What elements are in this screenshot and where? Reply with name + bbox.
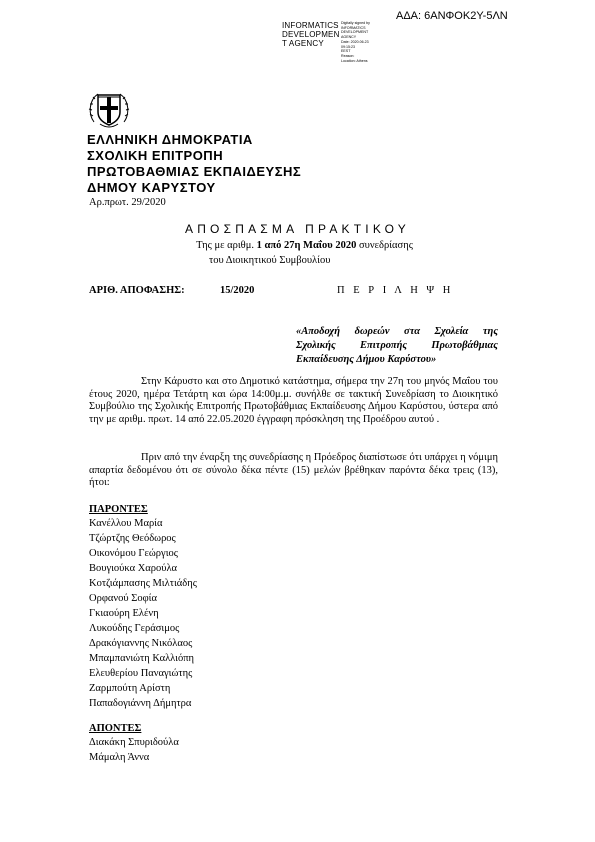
stamp-detail-line: Date: 2020.06.23 09:15:23 xyxy=(341,39,369,49)
quorum-paragraph xyxy=(89,452,498,490)
signature-stamp-label xyxy=(282,21,340,48)
minutes-paragraph-text: Στην Κάρυστο και στο Δημοτικό κατάστημα, σήμερα την 27η του μηνός Μαΐου του έτους 2020, ημέρα Τετάρτη και ώρα 14:00μ.μ. συνήλθε σε τακτική Συνεδρίαση το Διοικητικό Συμβούλιο της Σχολικής Επιτροπής Πρωτοβάθμιας Εκπαίδευσης Δήμου Καρύστου, ύστερα από την με αριθμ. πρωτ. 14 από 22.05.2020 έγγραφη πρόσκληση της Προέδρου αυτού . xyxy=(89,376,498,425)
stamp-line: INFORMATICS xyxy=(282,21,339,30)
meeting-session: 1 από 27η Μαΐου 2020 xyxy=(256,240,357,251)
present-members xyxy=(89,504,197,711)
stamp-detail-line: EEST xyxy=(341,49,351,54)
ada-code: ΑΔΑ: 6ΑΝΦΟΚ2Υ-5ΛΝ xyxy=(396,10,508,22)
stamp-detail-line: DEVELOPMENT AGENCY xyxy=(341,30,369,40)
header-line: ΠΡΩΤΟΒΑΘΜΙΑΣ ΕΚΠΑΙΔΕΥΣΗΣ xyxy=(87,164,302,179)
minutes-paragraph xyxy=(89,376,498,426)
stamp-line: T AGENCY xyxy=(282,39,324,48)
list-item: Τζώρτζης Θεόδωρος xyxy=(89,533,176,544)
list-item: Κανέλλου Μαρία xyxy=(89,518,163,529)
decision-subject xyxy=(296,325,498,367)
greek-coat-of-arms-icon xyxy=(86,86,132,132)
subject-line: Εκπαίδευσης Δήμου Καρύστου» xyxy=(296,354,437,365)
list-item: Ορφανού Σοφία xyxy=(89,593,157,604)
stamp-line: DEVELOPMEN xyxy=(282,30,340,39)
list-item: Ελευθερίου Παναγιώτης xyxy=(89,668,193,679)
absent-title: ΑΠΟΝΤΕΣ xyxy=(89,723,142,734)
protocol-number: Αρ.πρωτ. 29/2020 xyxy=(89,197,166,208)
summary-label: Π Ε Ρ Ι Λ Η Ψ Η xyxy=(337,285,454,296)
meeting-suffix: συνεδρίασης xyxy=(359,240,413,251)
subject-line: Σχολικής Επιτροπής Πρωτοβάθμιας xyxy=(296,340,498,351)
list-item: Παπαδογιάννη Δήμητρα xyxy=(89,698,192,709)
header-line: ΔΗΜΟΥ ΚΑΡΥΣΤΟΥ xyxy=(87,180,216,195)
list-item: Κοτζιάμπασης Μιλτιάδης xyxy=(89,578,197,589)
stamp-detail-line: INFORMATICS xyxy=(341,25,366,30)
meeting-info xyxy=(0,240,595,251)
list-item: Διακάκη Σπυριδούλα xyxy=(89,737,179,748)
present-title: ΠΑΡΟΝΤΕΣ xyxy=(89,504,148,515)
stamp-detail-line: Reason: xyxy=(341,53,355,58)
issuer-header xyxy=(87,132,301,196)
header-line: ΣΧΟΛΙΚΗ ΕΠΙΤΡΟΠΗ xyxy=(87,148,224,163)
meeting-prefix: Της με αριθμ. xyxy=(196,240,254,251)
document-title: ΑΠΟΣΠΑΣΜΑ ΠΡΑΚΤΙΚΟΥ xyxy=(184,222,411,236)
list-item: Δρακόγιαννης Νικόλαος xyxy=(89,638,193,649)
decision-label: ΑΡΙΘ. ΑΠΟΦΑΣΗΣ: xyxy=(89,285,185,296)
quorum-paragraph-text: Πριν από την έναρξη της συνεδρίασης η Πρόεδρος διαπίστωσε ότι υπάρχει η νόμιμη απαρτία δεδομένου ότι σε σύνολο δέκα πέντε (15) μελών βρέθηκαν παρόντα δέκα τρεις (13), ήτοι: xyxy=(89,452,498,489)
list-item: Λυκούδης Γεράσιμος xyxy=(89,623,180,634)
stamp-detail-line: Digitally signed by xyxy=(341,21,370,25)
stamp-detail-line: Location: Athens xyxy=(341,58,368,63)
header-line: ΕΛΛΗΝΙΚΗ ΔΗΜΟΚΡΑΤΙΑ xyxy=(87,132,253,147)
list-item: Οικονόμου Γεώργιος xyxy=(89,548,178,559)
meeting-body: του Διοικητικού Συμβουλίου xyxy=(209,255,331,266)
list-item: Μάμαλη Άννα xyxy=(89,752,150,763)
list-item: Βουγιούκα Χαρούλα xyxy=(89,563,178,574)
decision-number: 15/2020 xyxy=(220,285,255,296)
subject-line: «Αποδοχή δωρεών στα Σχολεία της xyxy=(296,326,498,337)
list-item: Γκιαούρη Ελένη xyxy=(89,608,159,619)
signature-stamp-details xyxy=(341,21,381,63)
absent-members xyxy=(89,723,179,765)
list-item: Μπαμπανιώτη Καλλιόπη xyxy=(89,653,195,664)
list-item: Ζαρμπούτη Αρίστη xyxy=(89,683,171,694)
